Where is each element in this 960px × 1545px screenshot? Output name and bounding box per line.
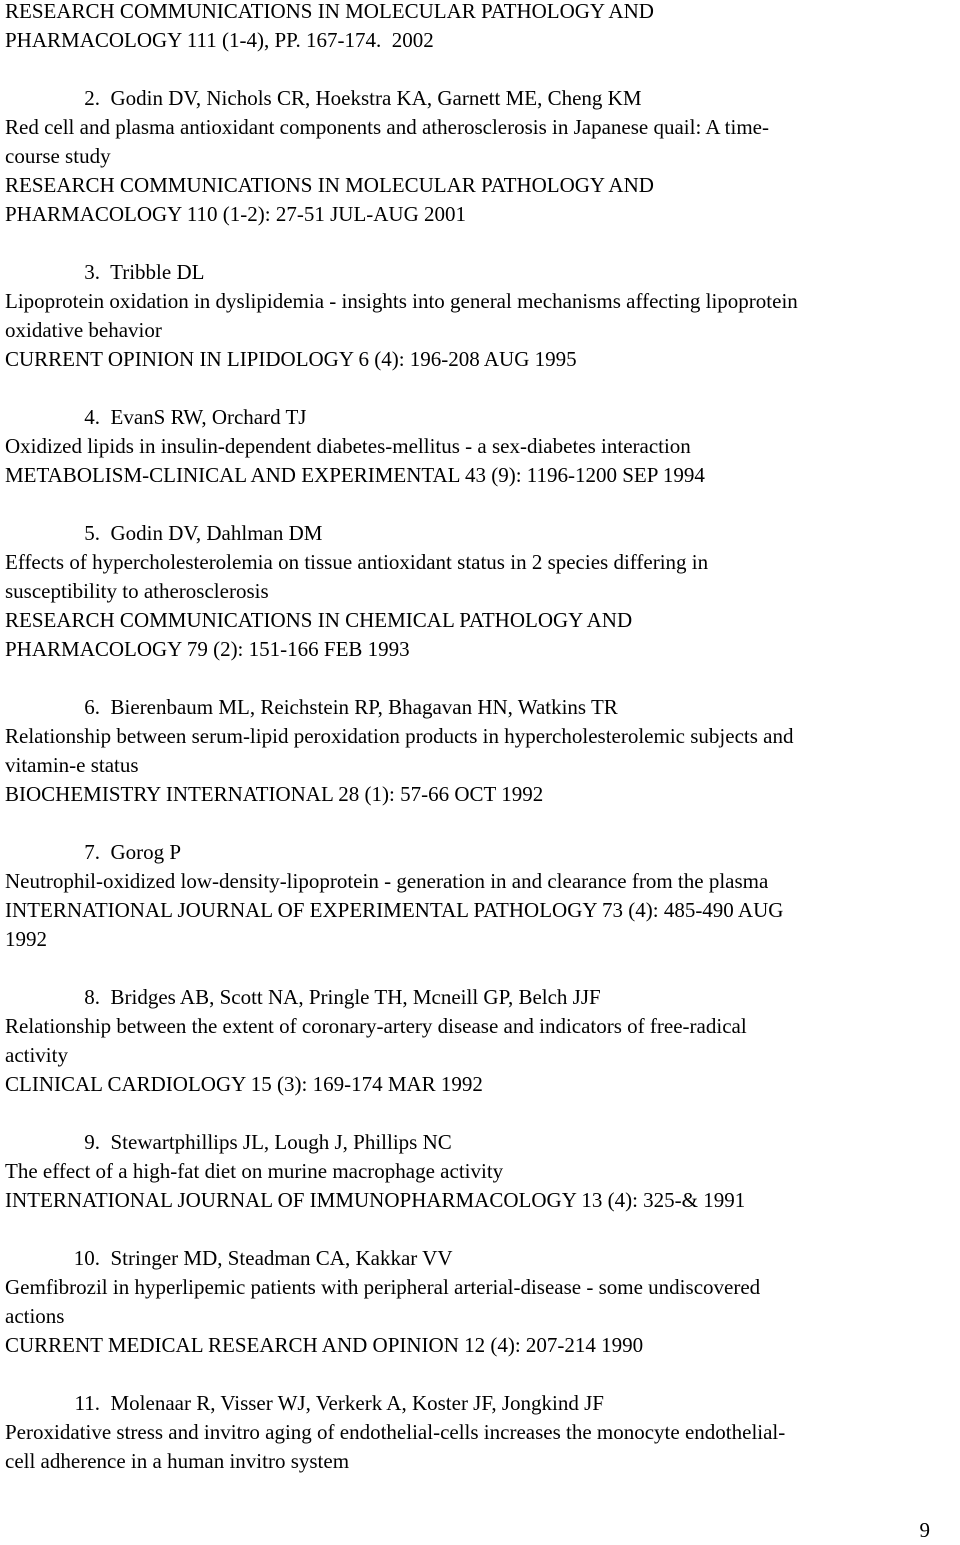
reference-journal-line: INTERNATIONAL JOURNAL OF EXPERIMENTAL PATHOLOGY 73 (4): 485-490 AUG [5,898,784,922]
reference-author-line [5,1389,955,1418]
continued-journal-line-2: PHARMACOLOGY 111 (1-4), PP. 167-174. 2002 [5,28,434,52]
reference-number: 2. [84,86,100,110]
reference-journal-line: METABOLISM-CLINICAL AND EXPERIMENTAL 43 (9): 1196-1200 SEP 1994 [5,463,705,487]
reference-journal-line: INTERNATIONAL JOURNAL OF IMMUNOPHARMACOLOGY 13 (4): 325-& 1991 [5,1188,746,1212]
reference-number: 6. [84,695,100,719]
reference-authors: Tribble DL [110,260,205,284]
reference-title-line: The effect of a high-fat diet on murine macrophage activity [5,1159,504,1183]
reference-title-line: Oxidized lipids in insulin-dependent diabetes-mellitus - a sex-diabetes interaction [5,434,691,458]
continued-journal-line-1: RESEARCH COMMUNICATIONS IN MOLECULAR PATHOLOGY AND [5,0,654,23]
reference-journal-line: CURRENT OPINION IN LIPIDOLOGY 6 (4): 196-208 AUG 1995 [5,347,577,371]
reference-number: 3. [84,260,100,284]
reference-journal-line: BIOCHEMISTRY INTERNATIONAL 28 (1): 57-66 OCT 1992 [5,782,544,806]
reference-number: 7. [84,840,100,864]
reference-entry [5,1244,955,1360]
reference-journal-line: 1992 [5,927,47,951]
reference-author-line [5,838,955,867]
reference-title-line: cell adherence in a human invitro system [5,1449,350,1473]
reference-page [5,0,955,1476]
reference-title-line: oxidative behavior [5,318,162,342]
reference-authors: Godin DV, Nichols CR, Hoekstra KA, Garnett ME, Cheng KM [110,86,642,110]
continued-reference [5,0,955,55]
reference-title-line: Red cell and plasma antioxidant components and atherosclerosis in Japanese quail: A time- [5,115,769,139]
reference-author-line [5,983,955,1012]
reference-journal-line: PHARMACOLOGY 110 (1-2): 27-51 JUL-AUG 2001 [5,202,467,226]
reference-authors: EvanS RW, Orchard TJ [110,405,307,429]
reference-entry [5,983,955,1099]
reference-title-line: Effects of hypercholesterolemia on tissue antioxidant status in 2 species differing in [5,550,709,574]
reference-entry [5,1389,955,1476]
reference-author-line [5,1244,955,1273]
reference-journal-line: CURRENT MEDICAL RESEARCH AND OPINION 12 (4): 207-214 1990 [5,1333,644,1357]
reference-title-line: Relationship between the extent of coronary-artery disease and indicators of free-radical [5,1014,747,1038]
reference-author-line [5,258,955,287]
reference-entry [5,1128,955,1215]
reference-title-line: susceptibility to atherosclerosis [5,579,269,603]
reference-journal-line: RESEARCH COMMUNICATIONS IN MOLECULAR PATHOLOGY AND [5,173,654,197]
reference-entry [5,693,955,809]
page-number: 9 [919,1518,930,1542]
reference-title-line: Gemfibrozil in hyperlipemic patients with peripheral arterial-disease - some undiscovered [5,1275,761,1299]
reference-list [5,84,955,1476]
reference-number: 9. [84,1130,100,1154]
reference-authors: Molenaar R, Visser WJ, Verkerk A, Koster JF, Jongkind JF [110,1391,604,1415]
reference-authors: Gorog P [110,840,182,864]
reference-author-line [5,403,955,432]
reference-title-line: Lipoprotein oxidation in dyslipidemia - insights into general mechanisms affecting lipoprotein [5,289,798,313]
reference-author-line [5,693,955,722]
reference-title-line: Peroxidative stress and invitro aging of endothelial-cells increases the monocyte endothelial- [5,1420,786,1444]
reference-journal-line: CLINICAL CARDIOLOGY 15 (3): 169-174 MAR 1992 [5,1072,483,1096]
reference-authors: Stewartphillips JL, Lough J, Phillips NC [110,1130,452,1154]
reference-author-line [5,1128,955,1157]
reference-authors: Bierenbaum ML, Reichstein RP, Bhagavan HN, Watkins TR [110,695,618,719]
reference-entry [5,403,955,490]
reference-title-line: Relationship between serum-lipid peroxidation products in hypercholesterolemic subjects and [5,724,794,748]
reference-author-line [5,84,955,113]
reference-journal-line: PHARMACOLOGY 79 (2): 151-166 FEB 1993 [5,637,410,661]
reference-title-line: course study [5,144,111,168]
reference-title-line: Neutrophil-oxidized low-density-lipoprotein - generation in and clearance from the plasma [5,869,769,893]
reference-number: 8. [84,985,100,1009]
reference-number: 4. [84,405,100,429]
reference-author-line [5,519,955,548]
reference-authors: Bridges AB, Scott NA, Pringle TH, Mcneill GP, Belch JJF [110,985,601,1009]
reference-entry [5,519,955,664]
reference-entry [5,84,955,229]
reference-number: 11. [74,1391,100,1415]
reference-number: 5. [84,521,100,545]
reference-title-line: vitamin-e status [5,753,139,777]
reference-entry [5,258,955,374]
reference-journal-line: RESEARCH COMMUNICATIONS IN CHEMICAL PATHOLOGY AND [5,608,633,632]
reference-title-line: actions [5,1304,65,1328]
reference-entry [5,838,955,954]
reference-authors: Stringer MD, Steadman CA, Kakkar VV [110,1246,453,1270]
reference-number: 10. [73,1246,100,1270]
reference-title-line: activity [5,1043,68,1067]
reference-authors: Godin DV, Dahlman DM [110,521,323,545]
